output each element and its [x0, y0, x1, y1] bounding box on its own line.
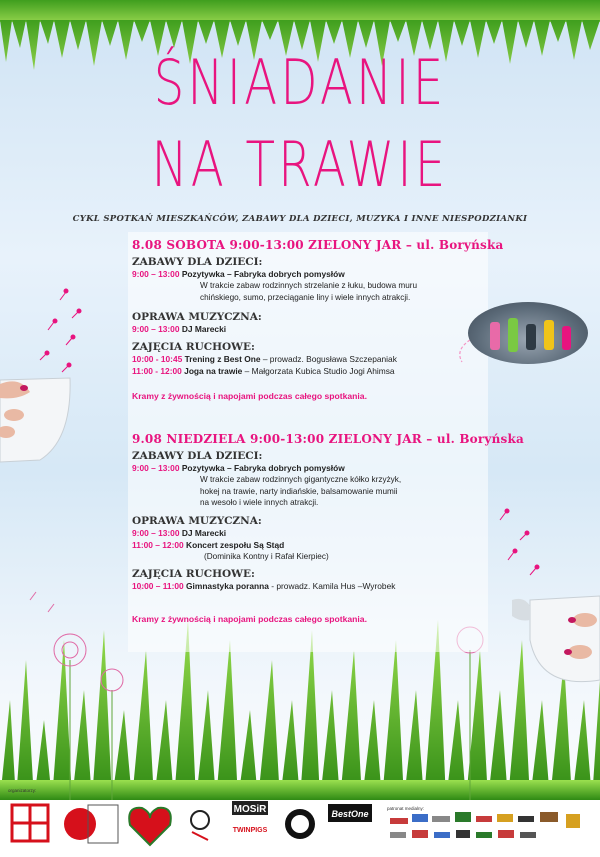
logo-twinpigs-text: TWINPIGS	[232, 827, 268, 834]
day2-kids-label: ZABAWY DLA DZIECI:	[132, 450, 263, 462]
day1-move2-title: Joga na trawie	[184, 366, 243, 376]
day1-move1-title: Trening z Best One	[184, 354, 261, 364]
logo-mosir-text: MOSiR	[233, 804, 267, 815]
day2-move1-time: 10:00 – 11:00	[132, 581, 184, 591]
day1-move2-time: 11:00 - 12:00	[132, 366, 182, 376]
day2-music2-time: 11:00 – 12:00	[132, 539, 184, 550]
day1-music-text: DJ Marecki	[181, 324, 227, 334]
day2-kids-time: 9:00 – 13:00	[132, 463, 180, 473]
day2-music1-text: DJ Marecki	[181, 527, 227, 538]
day1-kids-desc-2: chińskiego, sumo, przeciąganie liny i wiele innych atrakcji.	[200, 292, 411, 302]
day2-move1-title: Gimnastyka poranna	[186, 581, 269, 591]
day2-music2-desc: (Dominika Kontny i Rafał Kierpiec)	[204, 551, 329, 561]
day1-move1-time: 10:00 - 10:45	[132, 354, 183, 364]
day1-kids-desc-1: W trakcie zabaw rodzinnych strzelanie z łuku, budowa muru	[200, 281, 418, 290]
day2-music2-text: Koncert zespołu Są Stąd	[186, 539, 285, 550]
day1-move-label: ZAJĘCIA RUCHOWE:	[132, 341, 255, 353]
day1-note: Kramy z żywnością i napojami podczas całego spotkania.	[132, 391, 367, 401]
logo-organizer-1	[12, 805, 48, 841]
organizers-label: organizatorzy:	[8, 788, 37, 793]
logo-starca	[191, 811, 209, 840]
day1-kids-label: ZABAWY DLA DZIECI:	[132, 256, 263, 268]
day2-kids-desc-1: W trakcie zabaw rodzinnych gigantyczne kółko krzyżyk,	[200, 475, 402, 484]
day2-move1-rest: - prowadz. Kamila Hus –Wyrobek	[271, 581, 396, 591]
day1-move2-rest: – Małgorzata Kubica Studio Jogi Ahimsa	[244, 366, 395, 376]
day1-music-label: OPRAWA MUZYCZNA:	[132, 311, 262, 323]
logo-heart	[129, 808, 171, 845]
day2-move-label: ZAJĘCIA RUCHOWE:	[132, 568, 255, 580]
logo-bestone-text: BestOne	[331, 809, 369, 819]
day2-kids-desc-3: na wesoło i wiele innych atrakcji.	[200, 498, 319, 507]
day2-music1-time: 9:00 – 13:00	[132, 527, 180, 538]
day2-header: 9.08 NIEDZIELA 9:00-13:00 ZIELONY JAR – ul. Boryńska	[132, 432, 524, 446]
title-line-2: NA TRAWIE	[151, 128, 449, 201]
subtitle: CYKL SPOTKAŃ MIESZKAŃCÓW, ZABAWY DLA DZIECI, MUZYKA I INNE NIESPODZIANKI	[72, 214, 528, 224]
day1-kids-time: 9:00 – 13:00	[132, 269, 180, 279]
day1-kids-title: Pozytywka – Fabryka dobrych pomysłów	[181, 269, 345, 279]
day1-move1-rest: – prowadz. Bogusława Szczepaniak	[262, 354, 397, 364]
day2-note: Kramy z żywnością i napojami podczas całego spotkania.	[132, 614, 367, 624]
title-line-1: ŚNIADANIE	[153, 46, 447, 119]
day1-music-time: 9:00 – 13:00	[132, 324, 180, 334]
day2-music-label: OPRAWA MUZYCZNA:	[132, 514, 262, 527]
patrons-label: patronat medialny:	[387, 806, 425, 811]
day2-kids-title: Pozytywka – Fabryka dobrych pomysłów	[181, 463, 345, 473]
media-patron-logos	[390, 812, 580, 838]
logo-mok	[64, 805, 118, 843]
day1-header: 8.08 SOBOTA 9:00-13:00 ZIELONY JAR – ul. Boryńska	[132, 238, 504, 252]
day2-kids-desc-2: hokej na trawie, narty indiańskie, balsamowanie mumii	[200, 486, 398, 496]
